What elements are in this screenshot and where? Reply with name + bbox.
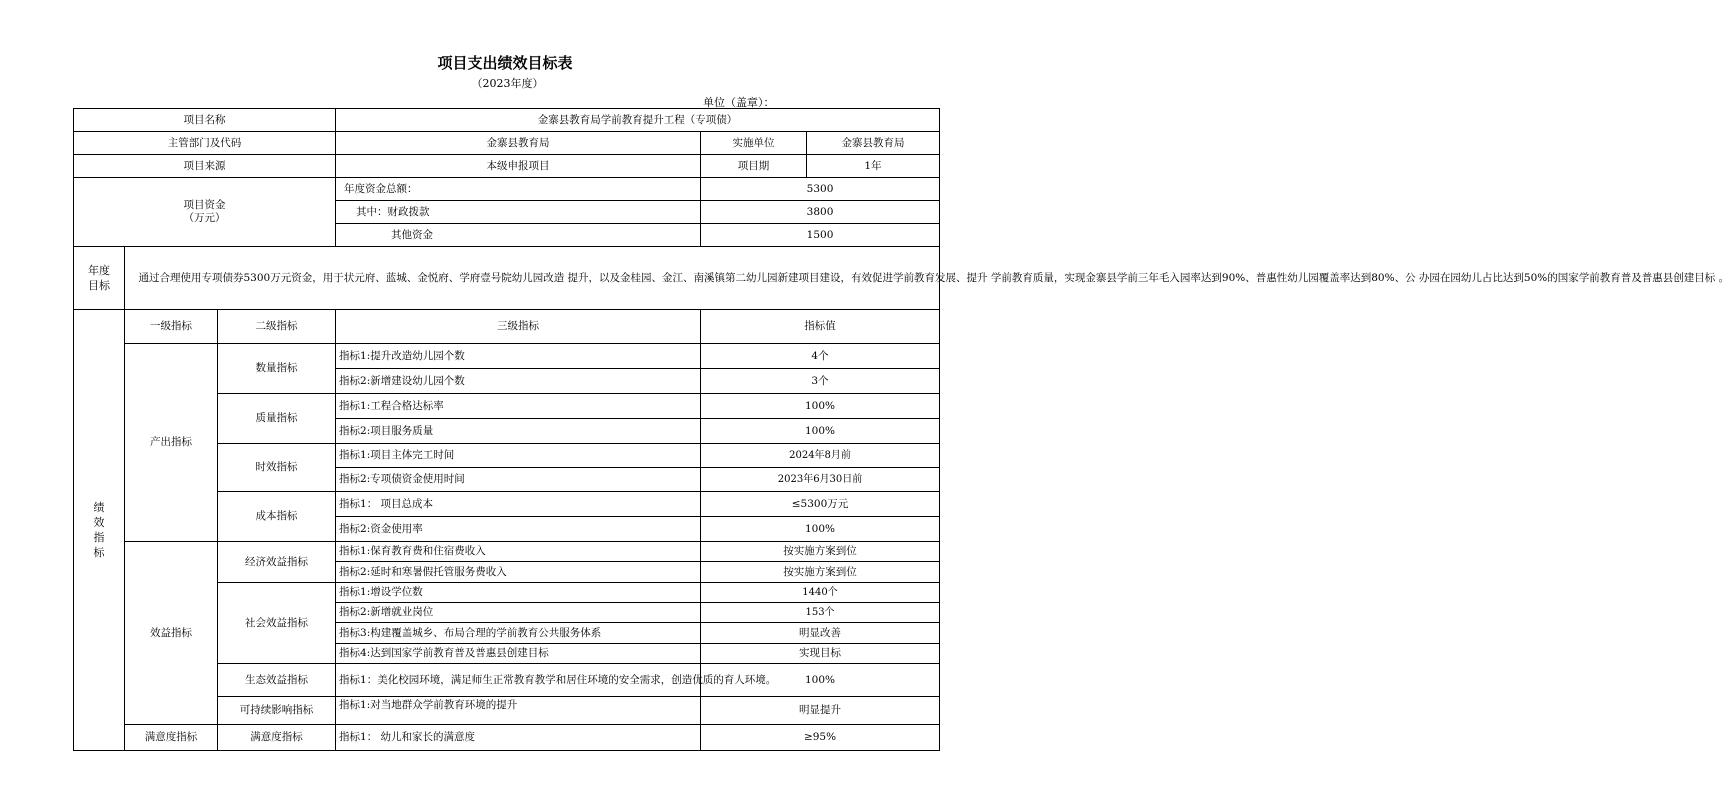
indicator-name: 指标4:达到国家学前教育普及普惠县创建目标 [336, 644, 701, 664]
indicator-value: 4个 [701, 344, 940, 369]
indicator-value: 100% [701, 419, 940, 444]
indicator-name: 指标1:项目主体完工时间 [336, 444, 701, 468]
dept-row [74, 132, 940, 155]
indicator-name: 指标2:新增建设幼儿园个数 [336, 369, 701, 394]
dept-label: 主管部门及代码 [74, 132, 336, 155]
quality-indicator: 质量指标 [218, 394, 336, 444]
indicator-name: 指标2:项目服务质量 [336, 419, 701, 444]
project-name-row [74, 109, 940, 132]
period-label: 项目期 [701, 155, 807, 178]
perf-label: 绩 效 指 标 [74, 310, 125, 751]
timeliness-indicator: 时效指标 [218, 444, 336, 492]
indicator-value: 实现目标 [701, 644, 940, 664]
indicator-value: ≤5300万元 [701, 492, 940, 517]
goal-text: 通过合理使用专项债券5300万元资金，用于状元府、蓝城、金悦府、学府壹号院幼儿园改造 提升，以及金桂园、金江、南溪镇第二幼儿园新建项目建设，有效促进学前教育发展、提升 学前教育质量，实现金寨县学前三年毛入园率达到90%、普惠性幼儿园覆盖率达到80%、公 办园在园幼儿占比达到50%的国家学前教育普及普惠县创建目标 。 [125, 247, 940, 310]
funds-fiscal-value: 3800 [701, 201, 940, 224]
indicator-name: 指标2:新增就业岗位 [336, 603, 701, 623]
goal-label: 年度 目标 [74, 247, 125, 310]
indicator-name: 指标2:资金使用率 [336, 517, 701, 542]
benefit-indicator: 效益指标 [125, 542, 218, 725]
indicator-value: 100% [701, 664, 940, 697]
indicator-name: 指标1：美化校园环境，满足师生正常教育教学和居住环境的安全需求，创造优质的育人环境。 [336, 664, 701, 697]
indicator-name: 指标2:专项债资金使用时间 [336, 468, 701, 492]
indicator-value: 1440个 [701, 583, 940, 603]
impl-value: 金寨县教育局 [807, 132, 940, 155]
funds-label: 项目资金 （万元） [74, 178, 336, 247]
indicator-value: 按实施方案到位 [701, 562, 940, 583]
output-indicator: 产出指标 [125, 344, 218, 542]
indicator-name: 指标1:对当地群众学前教育环境的提升 [336, 697, 701, 725]
project-name-label: 项目名称 [74, 109, 336, 132]
economic-indicator: 经济效益指标 [218, 542, 336, 583]
social-indicator: 社会效益指标 [218, 583, 336, 664]
indicator-value: 3个 [701, 369, 940, 394]
indicator-value: 2024年8月前 [701, 444, 940, 468]
table-row [74, 542, 940, 562]
goal-row [74, 247, 940, 310]
satisfaction-indicator: 满意度指标 [125, 725, 218, 751]
indicator-value: 100% [701, 517, 940, 542]
header-level1: 一级指标 [125, 310, 218, 344]
funds-total-row [74, 178, 940, 201]
perf-header-row [74, 310, 940, 344]
year-label: （2023年度） [471, 77, 544, 90]
source-value: 本级申报项目 [336, 155, 701, 178]
indicator-name: 指标1:提升改造幼儿园个数 [336, 344, 701, 369]
indicator-name: 指标3:构建覆盖城乡、布局合理的学前教育公共服务体系 [336, 623, 701, 644]
cost-indicator: 成本指标 [218, 492, 336, 542]
indicator-value: 153个 [701, 603, 940, 623]
indicator-value: 明显提升 [701, 697, 940, 725]
indicator-value: 明显改善 [701, 623, 940, 644]
dept-value: 金寨县教育局 [336, 132, 701, 155]
indicator-value: ≥95% [701, 725, 940, 751]
indicator-value: 按实施方案到位 [701, 542, 940, 562]
source-label: 项目来源 [74, 155, 336, 178]
satisfaction-sub-indicator: 满意度指标 [218, 725, 336, 751]
indicator-value: 2023年6月30日前 [701, 468, 940, 492]
indicator-name: 指标1： 项目总成本 [336, 492, 701, 517]
table-row [74, 344, 940, 369]
impl-label: 实施单位 [701, 132, 807, 155]
indicator-value: 100% [701, 394, 940, 419]
sustainable-indicator: 可持续影响指标 [218, 697, 336, 725]
header-level3: 三级指标 [336, 310, 701, 344]
ecological-indicator: 生态效益指标 [218, 664, 336, 697]
funds-other-label: 其他资金 [336, 224, 701, 247]
table-row [74, 725, 940, 751]
funds-other-value: 1500 [701, 224, 940, 247]
header-level2: 二级指标 [218, 310, 336, 344]
indicator-name: 指标1： 幼儿和家长的满意度 [336, 725, 701, 751]
indicator-name: 指标1:工程合格达标率 [336, 394, 701, 419]
source-row [74, 155, 940, 178]
funds-fiscal-label: 其中：财政拨款 [336, 201, 701, 224]
unit-label: 单位（盖章）： [703, 96, 775, 109]
indicator-name: 指标2:延时和寒暑假托管服务费收入 [336, 562, 701, 583]
page-title: 项目支出绩效目标表 [437, 54, 573, 72]
header-value: 指标值 [701, 310, 940, 344]
performance-table [73, 108, 1729, 751]
indicator-name: 指标1:保育教育费和住宿费收入 [336, 542, 701, 562]
quantity-indicator: 数量指标 [218, 344, 336, 394]
project-name-value: 金寨县教育局学前教育提升工程（专项债） [336, 109, 940, 132]
funds-total-label: 年度资金总额： [336, 178, 701, 201]
funds-total-value: 5300 [701, 178, 940, 201]
period-value: 1年 [807, 155, 940, 178]
indicator-name: 指标1:增设学位数 [336, 583, 701, 603]
